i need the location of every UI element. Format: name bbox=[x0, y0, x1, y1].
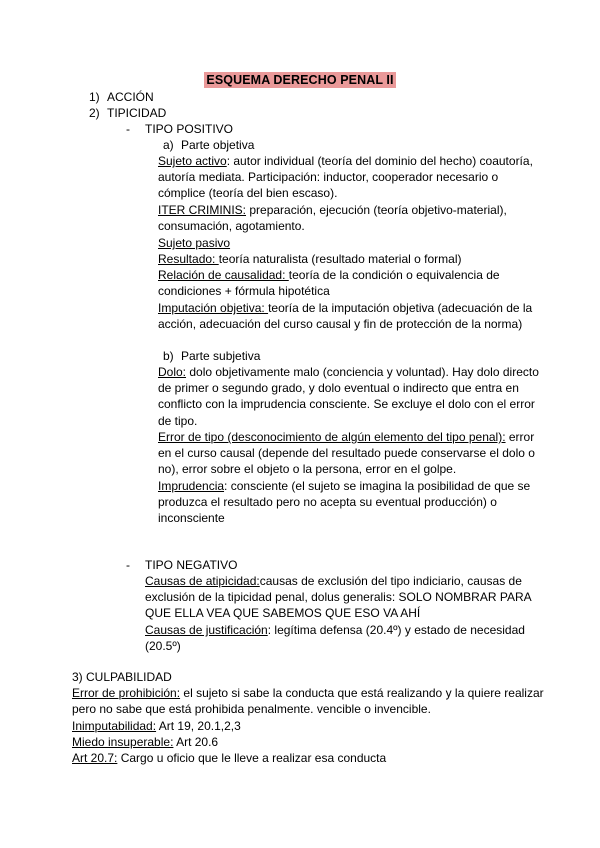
heading-tipicidad: TIPICIDAD bbox=[107, 106, 167, 120]
bullet-dash: - bbox=[126, 558, 130, 572]
term-art-20-7: Art 20.7: bbox=[72, 751, 118, 765]
sublist-mark-b: b) bbox=[163, 349, 174, 363]
term-error-de-tipo: Error de tipo (desconocimiento de algún elemento del tipo penal): bbox=[158, 430, 506, 444]
document-title: ESQUEMA DERECHO PENAL II bbox=[206, 73, 394, 87]
term-resultado: Resultado: bbox=[158, 252, 219, 266]
list-number-1: 1) bbox=[89, 90, 100, 104]
term-causas-justificacion: Causas de justificación bbox=[145, 623, 268, 637]
heading-parte-subjetiva: Parte subjetiva bbox=[181, 349, 261, 363]
heading-tipo-negativo: TIPO NEGATIVO bbox=[145, 558, 238, 572]
term-sujeto-activo: Sujeto activo bbox=[158, 154, 227, 168]
heading-parte-objetiva: Parte objetiva bbox=[181, 138, 255, 152]
sublist-mark-a: a) bbox=[163, 138, 174, 152]
list-number-2: 2) bbox=[89, 106, 100, 120]
bullet-dash: - bbox=[126, 122, 130, 136]
term-miedo-insuperable: Miedo insuperable: bbox=[72, 735, 174, 749]
paragraph-causas-justificacion: Causas de justificación: legítima defensa (20.4º) y estado de necesidad (20.5º) bbox=[145, 623, 525, 654]
term-relacion-causalidad: Relación de causalidad: bbox=[158, 268, 289, 282]
paragraph-causalidad: Relación de causalidad: teoría de la condición o equivalencia de condiciones + fórmula hipotética bbox=[158, 268, 500, 299]
paragraph-resultado: Resultado: teoría naturalista (resultado material o formal) bbox=[158, 252, 462, 266]
term-inimputabilidad: Inimputabilidad: bbox=[72, 719, 157, 733]
term-iter-criminis: ITER CRIMINIS: bbox=[158, 203, 247, 217]
paragraph-error-de-tipo: Error de tipo (desconocimiento de algún elemento del tipo penal): error en el curso causal (depende del resultado puede conservarse el dolo o no), error sobre el objeto o la persona, error en el golpe. bbox=[158, 430, 535, 477]
paragraph-error-prohibicion: Error de prohibición: el sujeto si sabe la conducta que está realizando y la quiere realizar pero no sabe que está prohibida penalmente. vencible o invencible. bbox=[72, 686, 544, 717]
term-sujeto-pasivo: Sujeto pasivo bbox=[158, 236, 231, 250]
term-dolo: Dolo: bbox=[158, 365, 187, 379]
paragraph-imprudencia: Imprudencia: consciente (el sujeto se imagina la posibilidad de que se produzca el resultado pero no acepta su eventual producción) o inconsciente bbox=[158, 479, 531, 526]
paragraph-imputacion-objetiva: Imputación objetiva: teoría de la imputación objetiva (adecuación de la acción, adecuación del curso causal y fin de protección de la norma) bbox=[158, 301, 533, 332]
paragraph-dolo: Dolo: dolo objetivamente malo (conciencia y voluntad). Hay dolo directo de primer o segundo grado, y dolo eventual o indirecto que entra en conflicto con la imprudencia consciente. Se excluye el dolo con el error de tipo. bbox=[158, 365, 539, 428]
term-causas-atipicidad: Causas de atipicidad: bbox=[145, 574, 260, 588]
paragraph-sujeto-activo: Sujeto activo: autor individual (teoría del dominio del hecho) coautoría, autoría mediata. Participación: inductor, cooperador necesario o cómplice (teoría del bien escaso). bbox=[158, 154, 533, 201]
heading-tipo-positivo: TIPO POSITIVO bbox=[145, 122, 234, 136]
paragraph-art-20-7: Art 20.7: Cargo u oficio que le lleve a realizar esa conducta bbox=[72, 751, 387, 765]
term-error-prohibicion: Error de prohibición: bbox=[72, 686, 181, 700]
heading-culpabilidad: 3) CULPABILIDAD bbox=[72, 670, 172, 684]
heading-accion: ACCIÓN bbox=[107, 90, 154, 104]
term-imprudencia: Imprudencia bbox=[158, 479, 225, 493]
paragraph-miedo-insuperable: Miedo insuperable: Art 20.6 bbox=[72, 735, 219, 749]
term-imputacion-objetiva: Imputación objetiva: bbox=[158, 301, 269, 315]
paragraph-iter-criminis: ITER CRIMINIS: preparación, ejecución (teoría objetivo-material), consumación, agotamiento. bbox=[158, 203, 507, 234]
paragraph-causas-atipicidad: Causas de atipicidad:causas de exclusión del tipo indiciario, causas de exclusión de la tipicidad penal, dolus generalis: SOLO NOMBRAR PARA QUE ELLA VEA QUE SABEMOS QUE ESO VA AHÍ bbox=[145, 574, 531, 621]
paragraph-inimputabilidad: Inimputabilidad: Art 19, 20.1,2,3 bbox=[72, 719, 241, 733]
